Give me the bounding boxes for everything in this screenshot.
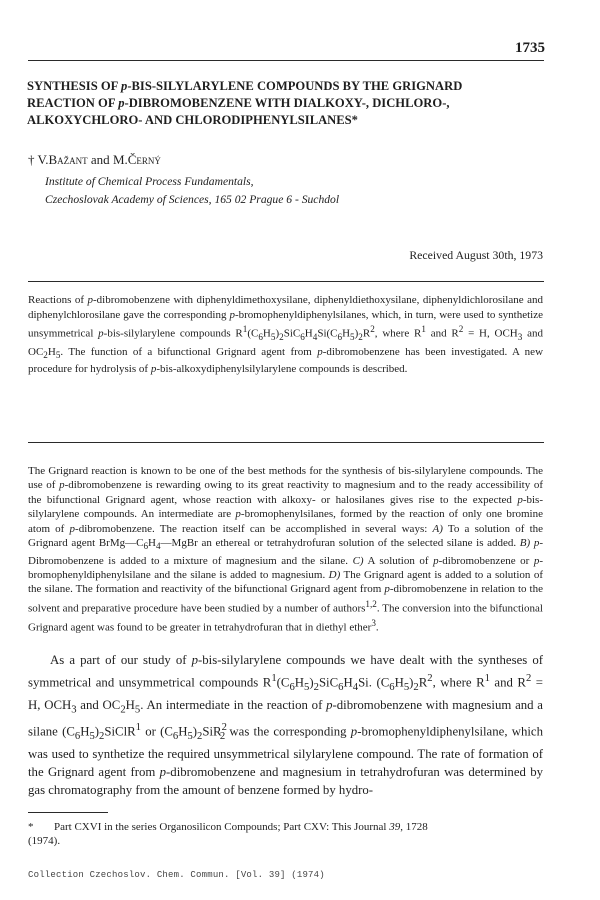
- abstract-top-rule: [28, 281, 544, 282]
- footnote: * Part CXVI in the series Organosilicon Compounds; Part CXV: This Journal 39, 1728 (1974).: [28, 821, 428, 847]
- affiliation: Institute of Chemical Process Fundamentals, Czechoslovak Academy of Sciences, 165 02 Prague 6 - Suchdol: [45, 175, 340, 206]
- footnote-rule: [28, 812, 108, 813]
- journal-citation: Collection Czechoslov. Chem. Commun. [Vol. 39] (1974): [28, 870, 325, 880]
- main-paragraph: As a part of our study of p-bis-silylarylene compounds we have dealt with the syntheses of symmetrical and unsymmetrical compounds $R^1(C_6H_5)_2SiC_6H_4Si$. $(C_6H_5)_2R^2$, where $R^1$ and $R^2 = H$, $OCH_3$ and $OC_2H_5$. An intermediate in the reaction of p-dibromobenzene with magnesium and a silane $(C_6H_5)_2SiClR^1$ or $(C_6H_5)_2SiR^2_2$ was the corresponding p-bromophenyldiphenylsilane, which was used to synthetize the required unsymmetrical silylarylene compound. The rate of formation of the Grignard agent from p-dibromobenzene and magnesium in tetrahydrofuran was determined by gas chromatography from the amount of benzene formed by hydro-: [28, 653, 543, 797]
- authors: † V.Bažant and M.Černý: [28, 152, 161, 167]
- page-number: 1735: [515, 40, 545, 56]
- abstract-bottom-rule: [28, 442, 544, 443]
- received-date: Received August 30th, 1973: [409, 248, 543, 262]
- intro-paragraph: The Grignard reaction is known to be one of the best methods for the synthesis of bis-silylarylene compounds. The use of p-dibromobenzene is rewarding owing to its great reactivity to magnesium and to the ready accessibility of the bifunctional Grignard agent, whose reaction with alkoxy- or halosilanes gives rise to the expected p-bis-silylarylene compounds. An intermediate are p-bromophenylsilanes, formed by the reaction of only one bromine atom of p-dibromobenzene. The reaction itself can be accomplished in several ways: A) To a solution of the Grignard agent $BrMg—C_6H_4—MgBr$ an ethereal or tetrahydrofuran solution of the selected silane is added. B) p-Dibromobenzene is added to a mixture of magnesium and the silane. C) A solution of p-dibromobenzene or p-bromophenyldiphenylsilane and the silane is added to magnesium. D) The Grignard agent is added to a solution of the silane. The formation and reactivity of the bifunctional Grignard agent from p-dibromobenzene in relation to the solvent and preparative procedure have been studied by a number of authors$^{1,2}$. The conversion into the bifunctional Grignard agent was found to be greater in tetrahydrofuran that in diethyl ether$^3$.: [28, 465, 544, 634]
- header-rule: [28, 60, 544, 61]
- paper-title: SYNTHESIS OF p-BIS-SILYLARYLENE COMPOUNDS BY THE GRIGNARD REACTION OF p-DIBROMOBENZENE WITH DIALKOXY-, DICHLORO-, ALKOXYCHLORO- AND CHLORODIPHENYLSILANES*: [27, 79, 463, 127]
- abstract: Reactions of p-dibromobenzene with diphenyldimethoxysilane, diphenyldiethoxysilane, diphenyldichlorosilane and diphenylchlorosilane gave the corresponding p-bromophenyldiphenylsilanes, which, in turn, were used to synthetize unsymmetrical p-bis-silylarylene compounds $R^1(C_6H_5)_2SiC_6H_4Si(C_6H_5)_2R^2$, where $R^1$ and $R^2 = H$, $OCH_3$ and $OC_2H_5$. The function of a bifunctional Grignard agent from p-dibromobenzene has been investigated. A new procedure for hydrolysis of p-bis-alkoxydiphenylsilylarylene compounds is described.: [28, 294, 544, 376]
